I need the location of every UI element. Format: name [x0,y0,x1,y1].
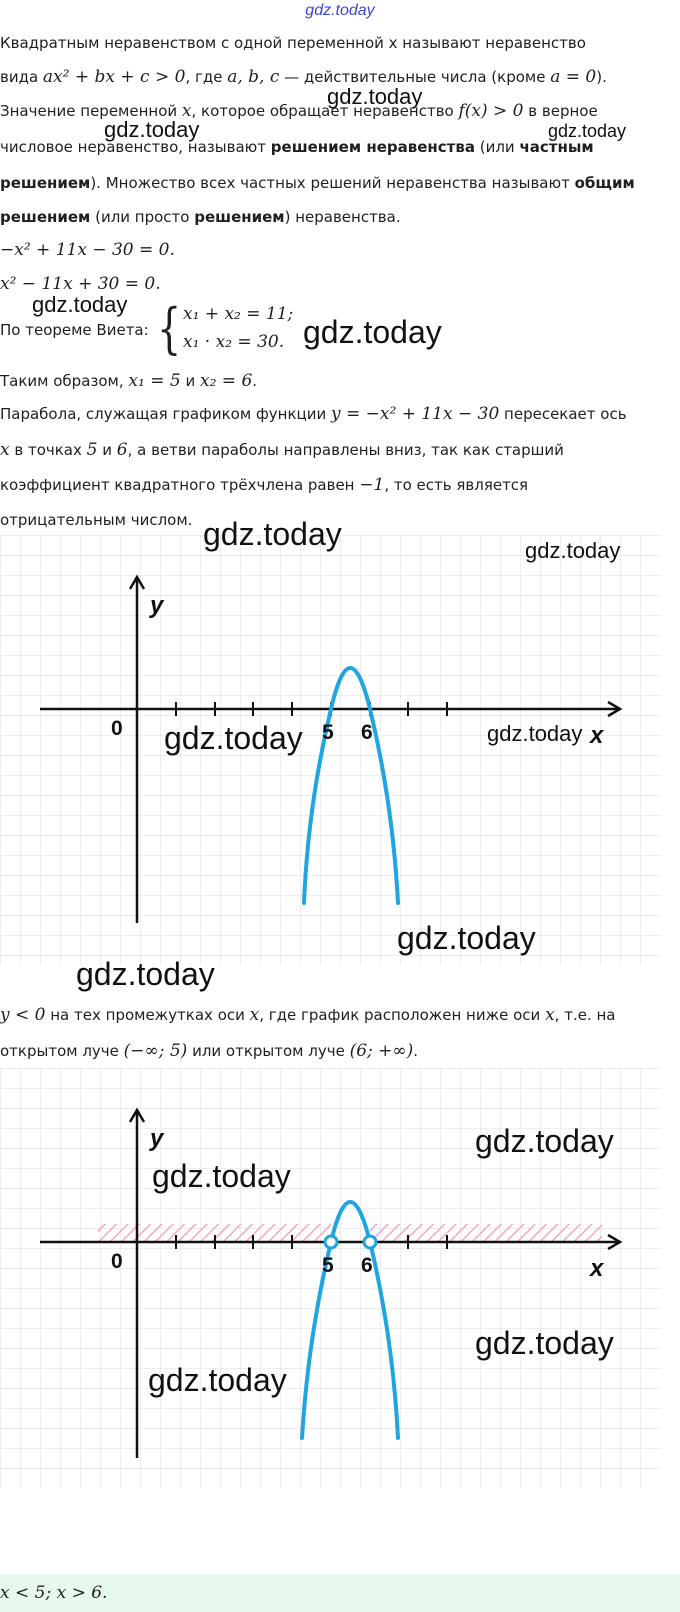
x-axis-label: x [590,722,604,749]
term-solution-simple: решением [194,208,285,226]
math-variable: x [181,101,192,121]
text: или открытом луче [187,1042,350,1060]
origin-label: 0 [111,1250,123,1273]
math-coefficients: a, b, c [227,67,280,87]
text: Квадратным неравенством с одной переменной x называют неравенство [0,34,586,52]
text: , где график расположен ниже оси [259,1006,546,1024]
text: . [252,372,258,390]
math-interval-1: (−∞; 5) [123,1041,188,1061]
text: Парабола, служащая графиком функции [0,405,331,423]
watermark: gdz.today [32,292,128,317]
equation-1: −x² + 11x − 30 = 0. [0,240,175,260]
text: Таким образом, [0,372,129,390]
text: ) неравенства. [284,208,401,226]
math-condition: y < 0 [0,1005,46,1025]
text: , а ветви параболы направлены вниз, так как старший [127,441,564,459]
hatch-region-right [370,1224,602,1242]
definition-line-4 [0,137,594,157]
text: ). [596,68,607,86]
watermark: gdz.today [487,721,583,746]
watermark: gdz.today [303,314,442,350]
text: — действительные числа (кроме [279,68,551,86]
math-axis: x [249,1005,260,1025]
text: и [97,441,117,459]
math-coefficient: −1 [359,475,385,495]
definition-line-3 [0,101,598,121]
brace-symbol: { [157,297,182,360]
math-inequality: ax² + bx + c > 0 [42,67,186,87]
text: , которое обращает неравенство [191,102,459,120]
watermark: gdz.today [203,516,342,552]
watermark: gdz.today [327,84,423,109]
text: . [413,1042,418,1060]
term-solution: решением неравенства [270,138,475,156]
math-function: f(x) > 0 [458,101,524,121]
watermark: gdz.today [148,1362,287,1398]
text: в точках [9,441,87,459]
answer-text: x < 5; x > 6. [0,1583,108,1603]
term-particular: частным [519,138,594,156]
text: открытом луче [0,1042,124,1060]
root-label-5: 5 [322,721,334,744]
watermark: gdz.today [76,956,215,992]
math-point-5: 5 [86,440,98,460]
text: (или просто [90,208,195,226]
definition-line-1 [0,33,586,53]
root-1: x₁ = 5 [128,371,181,391]
term-solution-general: решением [0,208,91,226]
text: , то есть является [384,476,529,494]
math-point-6: 6 [116,440,128,460]
watermark: gdz.today [152,1158,291,1194]
text: , где [185,68,228,86]
negative-region-line-2 [0,1041,418,1061]
definition-line-6 [0,207,401,227]
parabola-line-2 [0,440,564,460]
definition-line-5 [0,173,635,193]
watermark: gdz.today [548,121,627,141]
text: (или [474,138,520,156]
text: Значение переменной [0,102,182,120]
text: вида [0,68,43,86]
parabola-line-3 [0,475,528,495]
definition-line-2 [0,67,607,87]
math-condition: a = 0 [550,67,597,87]
text: ). Множество всех частных решений неравенства называют [90,174,575,192]
answer-box [0,1574,680,1612]
vieta-product: x₁ · x₂ = 30. [183,332,285,352]
grid-background [0,535,660,965]
math-interval-2: (6; +∞) [349,1041,414,1061]
y-axis-label: y [150,592,164,619]
term-general: общим [574,174,635,192]
text: на тех промежутках оси [45,1006,250,1024]
open-point-6 [364,1236,376,1248]
math-axis: x [545,1005,555,1025]
y-axis-label: y [150,1125,164,1152]
text: коэффициент квадратного трёхчлена равен [0,476,360,494]
vieta-label: По теореме Виета: [0,321,149,339]
math-axis: x [0,440,10,460]
origin-label: 0 [111,717,123,740]
watermark: gdz.today [475,1325,614,1361]
open-point-5 [325,1236,337,1248]
root-label-6: 6 [361,721,373,744]
math-function: y = −x² + 11x − 30 [331,404,500,424]
parabola-line-4: отрицательным числом. [0,511,193,529]
text: в верное [523,102,598,120]
term-solution-cont: решением [0,174,91,192]
graph-parabola [0,535,680,965]
text: и [180,372,200,390]
equation-2: x² − 11x + 30 = 0. [0,274,161,294]
parabola-line-1 [0,404,627,424]
watermark: gdz.today [104,117,200,142]
watermark: gdz.today [164,720,303,756]
vieta-sum: x₁ + x₂ = 11; [183,304,294,324]
negative-region-line-1 [0,1005,615,1025]
root-label-5: 5 [322,1254,334,1277]
text: пересекает ось [499,405,627,423]
watermark: gdz.today [525,538,621,563]
root-2: x₂ = 6 [199,371,253,391]
watermark: gdz.today [397,920,536,956]
site-link[interactable]: gdz.today [305,2,375,19]
watermark: gdz.today [475,1123,614,1159]
root-label-6: 6 [361,1254,373,1277]
text: числовое неравенство, называют [0,138,271,156]
text: , т.е. на [554,1006,616,1024]
roots-conclusion [0,371,257,391]
x-axis-label: x [590,1255,604,1282]
graph-1-svg [0,535,680,965]
